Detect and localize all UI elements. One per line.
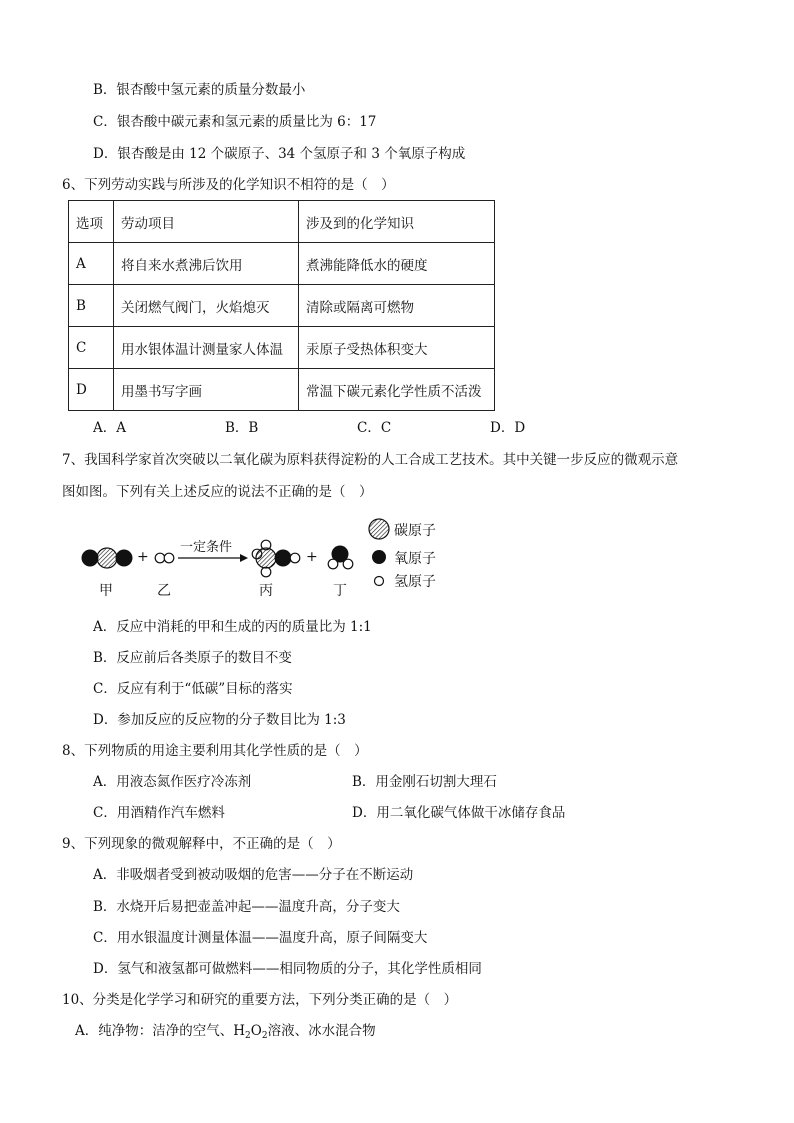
- legend-oxygen-label: 氧原子: [394, 551, 436, 567]
- table-cell: 清除或隔离可燃物: [299, 285, 495, 327]
- q9-option-d: D．氢气和液氢都可做燃料——相同物质的分子，其化学性质相同: [93, 961, 482, 977]
- q5-option-d: D．银杏酸是由 12 个碳原子、34 个氢原子和 3 个氧原子构成: [93, 146, 466, 162]
- q10-stem: 10、分类是化学学习和研究的重要方法，下列分类正确的是（ ）: [62, 992, 458, 1008]
- label-yi: 乙: [157, 583, 171, 599]
- label-jia: 甲: [99, 583, 113, 599]
- molecule-ch3oh: [252, 540, 300, 577]
- q8-stem: 8、下列物质的用途主要利用其化学性质的是（ ）: [62, 743, 368, 759]
- table-cell: C: [69, 327, 114, 369]
- q8-option-c: C．用酒精作汽车燃料: [93, 805, 225, 821]
- q10-option-a-text: O: [250, 1023, 262, 1039]
- q6-option-c: C．C: [357, 420, 392, 436]
- table-cell: 煮沸能降低水的硬度: [299, 243, 495, 285]
- reaction-condition: 一定条件: [180, 540, 233, 555]
- q6-option-d: D．D: [490, 420, 526, 436]
- q8-option-a: A．用液态氮作医疗冷冻剂: [93, 774, 252, 790]
- table-cell: 用水银体温计测量家人体温: [114, 327, 299, 369]
- q7-stem-line2: 图如图。下列有关上述反应的说法不正确的是（ ）: [62, 484, 373, 500]
- q7-option-d: D．参加反应的反应物的分子数目比为 1:3: [93, 712, 346, 728]
- q10-option-a-text: A．纯净物：洁净的空气、H: [75, 1023, 246, 1039]
- subscript: 2: [245, 1031, 251, 1041]
- label-ding: 丁: [333, 583, 347, 599]
- q7-option-b: B．反应前后各类原子的数目不变: [93, 650, 292, 666]
- table-cell: 用墨书写字画: [114, 369, 299, 411]
- q10-option-a-text: 溶液、冰水混合物: [267, 1023, 376, 1039]
- q5-option-c: C．银杏酸中碳元素和氢元素的质量比为 6：17: [93, 114, 377, 130]
- table-row: [69, 243, 495, 285]
- plus-sign: +: [137, 549, 149, 565]
- q7-option-c: C．反应有利于“低碳”目标的落实: [93, 681, 293, 697]
- table-cell: 将自来水煮沸后饮用: [114, 243, 299, 285]
- subscript: 2: [261, 1031, 268, 1041]
- q10-option-a: [75, 1021, 376, 1046]
- q9-option-b: B．水烧开后易把壶盖冲起——温度升高，分子变大: [93, 899, 400, 915]
- table-header-row: [69, 201, 495, 243]
- table-cell: A: [69, 243, 114, 285]
- table-cell: D: [69, 369, 114, 411]
- reaction-diagram: [0, 510, 794, 600]
- table-row: [69, 369, 495, 411]
- table-row: [69, 327, 495, 369]
- table-cell: 汞原子受热体积变大: [299, 327, 495, 369]
- q7-stem-line1: 7、我国科学家首次突破以二氧化碳为原料获得淀粉的人工合成工艺技术。其中关键一步反应的微观示意: [62, 452, 679, 468]
- q9-option-a: A．非吸烟者受到被动吸烟的危害——分子在不断运动: [93, 867, 414, 883]
- label-bing: 丙: [259, 583, 273, 599]
- legend-symbols: [369, 519, 389, 586]
- molecule-h2o: [328, 546, 353, 569]
- table-header: 劳动项目: [114, 201, 299, 243]
- molecule-h2: [155, 553, 174, 563]
- q6-option-a: A．A: [93, 420, 126, 436]
- q9-stem: 9、下列现象的微观解释中，不正确的是（ ）: [62, 836, 341, 852]
- table-row: [69, 285, 495, 327]
- q5-option-b: B．银杏酸中氢元素的质量分数最小: [93, 82, 306, 98]
- q6-options: [0, 418, 794, 438]
- table-cell: 常温下碳元素化学性质不活泼: [299, 369, 495, 411]
- q9-option-c: C．用水银温度计测量体温——温度升高，原子间隔变大: [93, 930, 428, 946]
- q6-table: [68, 200, 495, 411]
- table-cell: B: [69, 285, 114, 327]
- q6-option-b: B．B: [225, 420, 259, 436]
- q8-option-d: D．用二氧化碳气体做干冰储存食品: [352, 805, 566, 821]
- plus-sign: +: [306, 549, 318, 565]
- q7-option-a: A．反应中消耗的甲和生成的丙的质量比为 1:1: [93, 619, 372, 635]
- reaction-arrow: [178, 554, 248, 562]
- legend-carbon-label: 碳原子: [394, 523, 436, 539]
- table-header: 选项: [69, 201, 114, 243]
- table-cell: 关闭燃气阀门，火焰熄灭: [114, 285, 299, 327]
- q6-stem: 6、下列劳动实践与所涉及的化学知识不相符的是（ ）: [62, 177, 395, 193]
- legend-hydrogen-label: 氢原子: [394, 574, 436, 590]
- table-header: 涉及到的化学知识: [299, 201, 495, 243]
- molecule-co2: [82, 548, 133, 568]
- q8-option-b: B．用金刚石切割大理石: [352, 774, 497, 790]
